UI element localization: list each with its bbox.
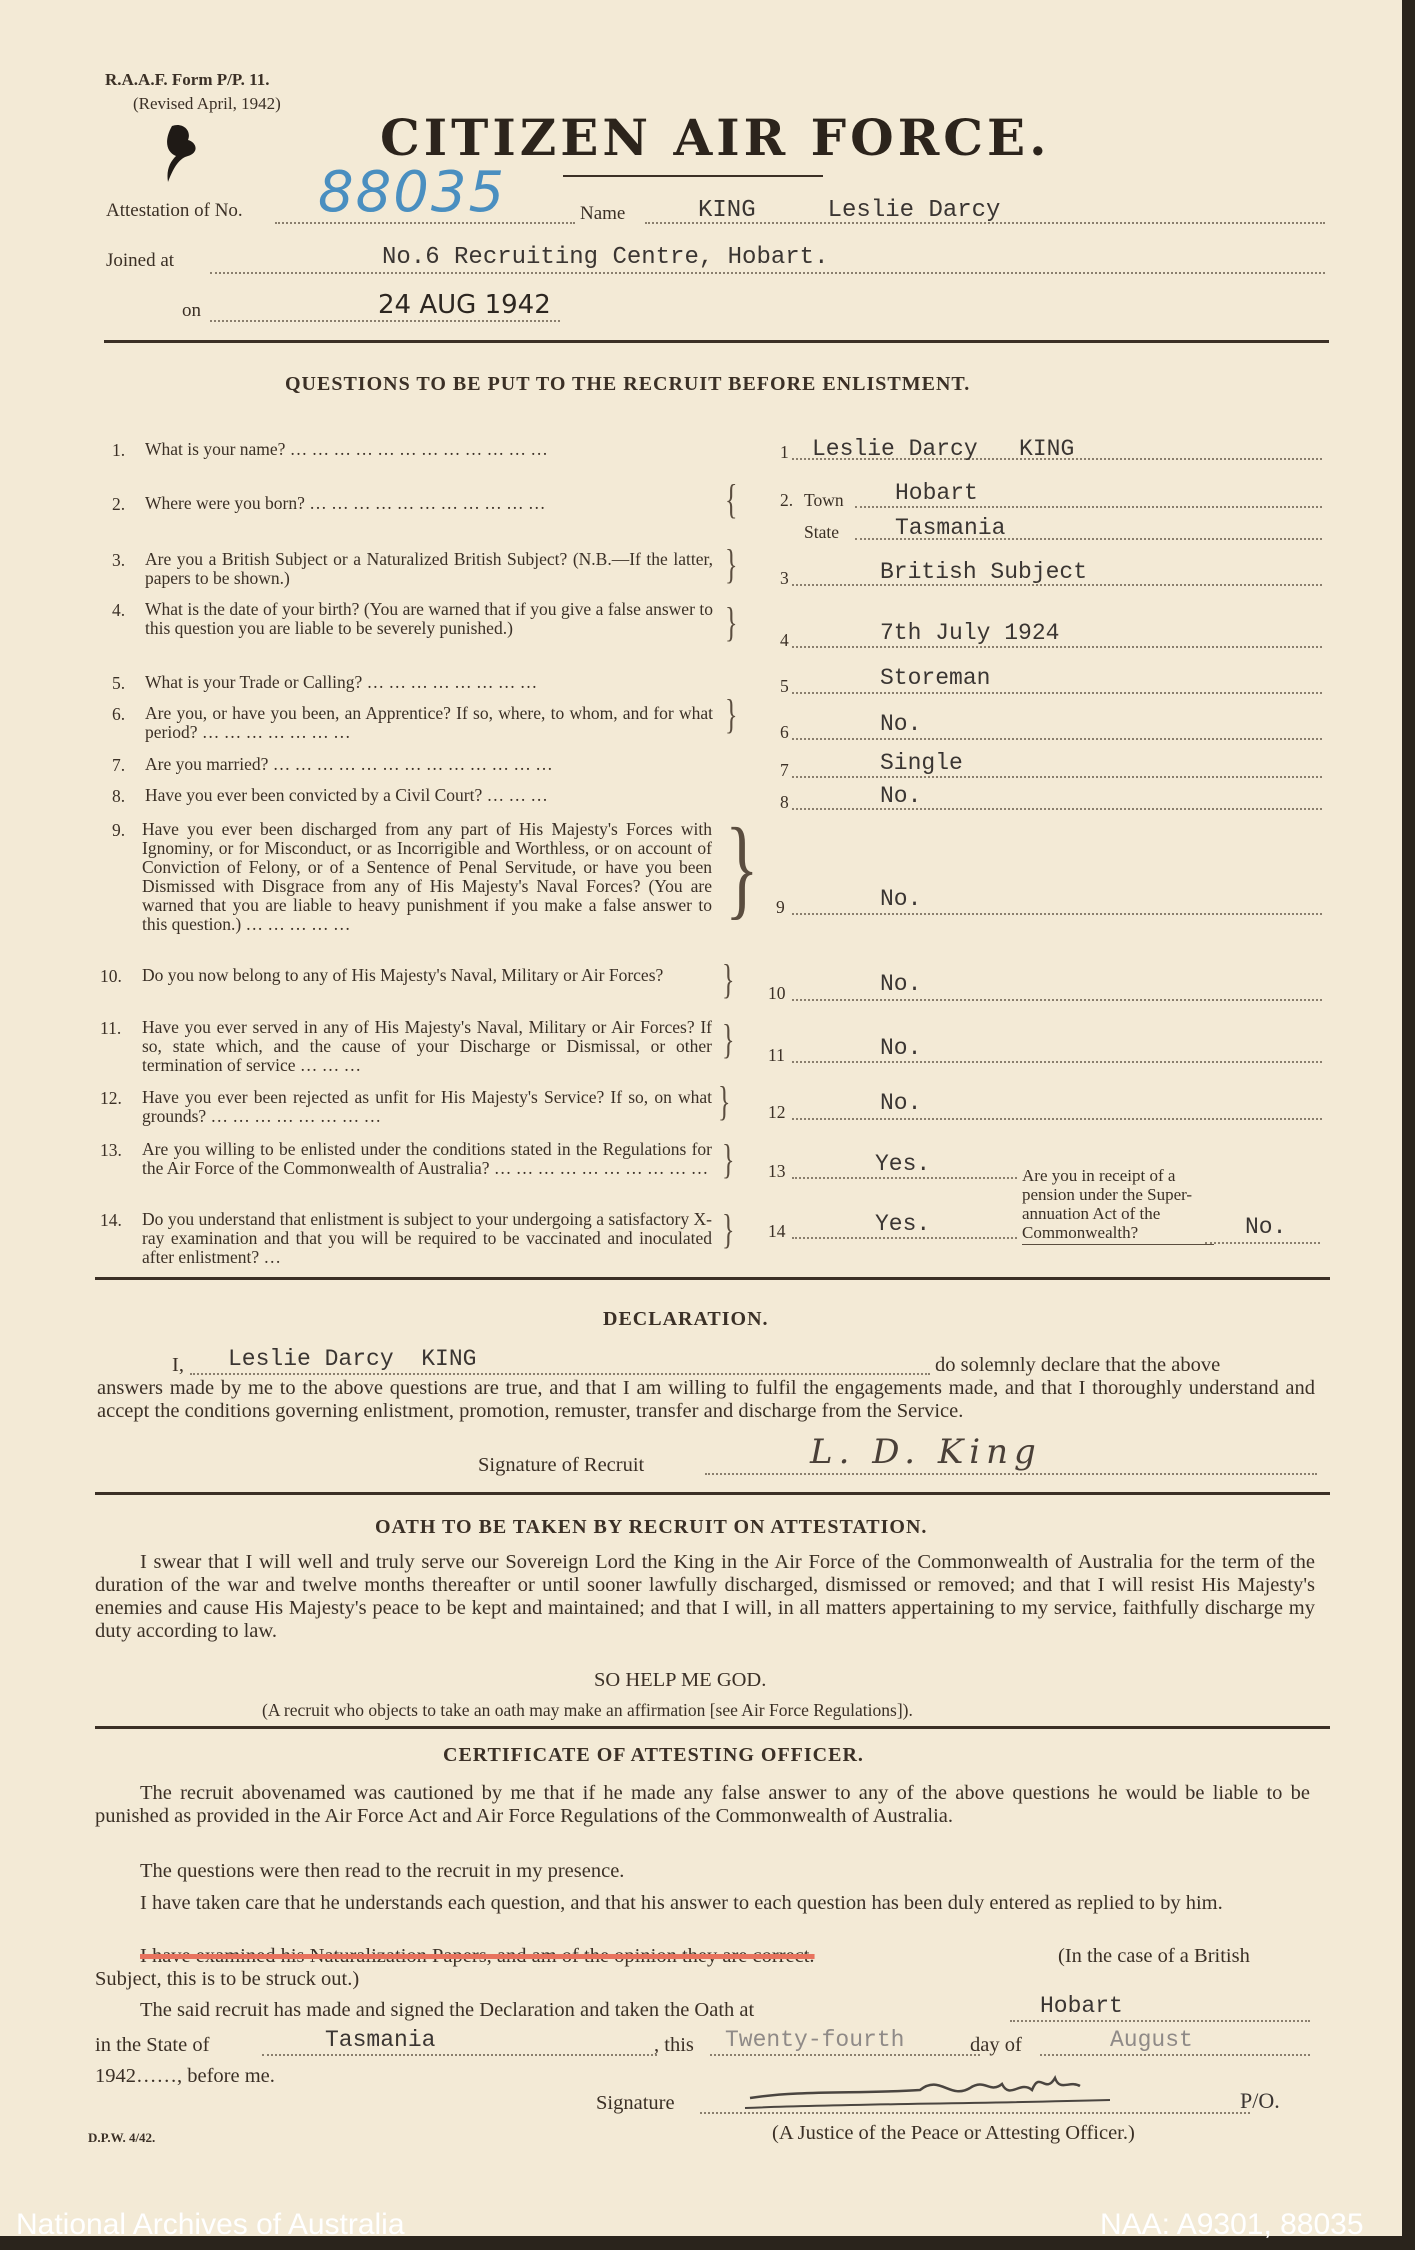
divider <box>104 340 1329 343</box>
year-prefix: 19 <box>95 2065 116 2087</box>
on-label: on <box>182 300 201 321</box>
question-text: Have you ever been discharged from any part of His Majesty's Forces with Ignominy, or for Misconduct, or as Incorrigible and Worthless, or on account of Conviction of Felony, or of a Sentence of Penal Servitude, or have you been Dismissed with Disgrace from any of His Majesty's Naval Forces? (You are warned that you are liable to heavy punishment if you make a false answer to this question.) … … … … … <box>142 819 712 934</box>
divider <box>95 1492 1330 1495</box>
recruit-signature: L. D. King <box>810 1432 1042 1472</box>
question-text: Where were you born? … … … … … … … … … … … <box>145 494 546 513</box>
answer-value: Leslie Darcy KING <box>812 436 1075 462</box>
question-text: Have you ever been rejected as unfit for His Majesty's Service? If so, on what grounds? … … … … … … … … <box>142 1087 712 1126</box>
before-me: ……, before me. <box>136 2065 275 2087</box>
pension-question: Are you in receipt of a pension under the Super-annuation Act of the Commonwealth? <box>1022 1166 1193 1242</box>
name-label: Name <box>580 203 626 224</box>
form-page: R.A.A.F. Form P/P. 11. (Revised April, 1942) CITIZEN AIR FORCE. Attestation of No. 88035 Name KING Leslie Darcy Joined at No.6 Recruiting Centre, Hobart. on 24 AUG 1942 QUESTIONS TO BE PUT TO THE RECRUIT BEFORE ENLISTMENT. 1. What is your name? … … … … … … … … … … … … 1 Leslie Darcy KING 2. Where were you born? … … … … … … … … … … … { 2. Town Hobart State Tasmania 3. Are you a British Subject or a Naturalized British Subject? (N.B.—If the latter, papers to be shown.) } 3 British Subject 4. What is the date of your birth? (You are warned that if you give a false answer to this question you are liable to be severely punished.) } 4 7th July 1924 5. What is your Trade or Calling? … … … … … … … … 5 Storeman 6. Are you, or have you been, an Apprentice? If so, where, to whom, and for what period? … … … … … … … } 6 No. 7. Are you married? … … … … … … … … … … … … … 7 Single 8. Have you ever been convicted by a Civil Court? … … … 8 No. 9. Have you ever been discharged from any part of His Majesty's Forces with Ignominy, or for Misconduct, or as Incorrigible and Worthless, or on account of Conviction of Felony, or of a Sentence of Penal Servitude, or have you been Dismissed with Disgrace from any of His Majesty's Naval Forces? (You are warned that you are liable to heavy punishment if you make a false answer to this question.) … … … … … } 9 No. 10. Do you now belong to any of His Majesty's Naval, Military or Air Forces? } 10 No. 11. Have you ever served in any of His Majesty's Naval, Military or Air Forces? If so, state which, and the cause of your Discharge or Dismissal, or other termination of service … … … } 11 No. 12. Have you ever been rejected as unfit for His Majesty's Service? If so, on what grounds? … … … … … … … … } 12 No. 13. Are you willing to be enlisted under the conditions stated in the Regulations for the Air Force of the Commonwealth of Australia? … … … … … … … … … … } 13 Yes. 14. Do you understand that enlistment is subject to your undergoing a satisfactory X-ray examination and that you will be required to be vaccinated and inoculated after enlistment? … } 14 Yes. Are you in receipt of a pension under the Super-annuation Act of the Commonwealth? No. DECLARATION. I, Leslie Darcy KING do solemnly declare that the above answers made by me to the above questions are true, and that I am willing to fulfil the engagements made, and that I thoroughly understand and accept the conditions governing enlistment, promotion, remuster, transfer and discharge from the Service. Signature of Recruit L. D. King OATH TO BE TAKEN BY RECRUIT ON ATTESTATION. I swear that I will well and truly serve our Sovereign Lord the King in the Air Force of the Commonwealth of Australia for the term of the duration of the war and twelve months thereafter or until sooner lawfully discharged, dismissed or removed; and that I will resist His Majesty's enemies and cause His Majesty's peace to be kept and maintained; and that I will, in all matters appertaining to my service, faithfully discharge my duty according to law. SO HELP ME GOD. (A recruit who objects to take an oath may make an affirmation [see Air Force Regulations]). CERTIFICATE OF ATTESTING OFFICER. The recruit abovenamed was cautioned by me that if he made any false answer to any of the above questions he would be liable to be punished as provided in the Air Force Act and Air Force Regulations of the Commonwealth of Australia. The questions were then read to the recruit in my presence. I have taken care that he understands each question, and that his answer to each question has been duly entered as replied to by him. I have examined his Naturalization Papers, and am of the opinion they are correct. (In the case of a British Subject, this is to be struck out.) The said recruit has made and signed the Declaration and taken the Oath at Hobart in the State of Tasmania , this Twenty-fourth day of August 1942……, before me. Signature P/O. (A Justice of the Peace or Attesting Officer.) D.P.W. 4/42. <box>0 0 1402 2236</box>
form-title: CITIZEN AIR FORCE. <box>380 108 1051 167</box>
question-number: 11. <box>100 1018 122 1038</box>
naturalization-struck-text: I have examined his Naturalization Papers, and am of the opinion they are correct. <box>140 1945 815 1967</box>
answer-value: No. <box>880 971 922 997</box>
questions-heading: QUESTIONS TO BE PUT TO THE RECRUIT BEFORE ENLISTMENT. <box>285 373 971 395</box>
answer-value: No. <box>880 783 922 809</box>
answer-value: No. <box>880 1035 922 1061</box>
state-label: State <box>804 522 839 542</box>
question-text: Are you willing to be enlisted under the conditions stated in the Regulations for the Air Force of the Commonwealth of Australia? … … … … … … … … … … <box>142 1139 712 1178</box>
question-text: Are you a British Subject or a Naturalized British Subject? (N.B.—If the latter, papers to be shown.) <box>145 549 713 588</box>
answer-value: No. <box>880 711 922 737</box>
question-text: Do you understand that enlistment is subject to your undergoing a satisfactory X-ray examination and that you will be required to be vaccinated and inoculated after enlistment? … <box>142 1209 712 1267</box>
declaration-i: I, <box>172 1354 184 1376</box>
question-number: 5. <box>112 673 126 693</box>
certificate-p3: I have taken care that he understands each question, and that his answer to each question has been duly entered as replied to by him. <box>140 1892 1223 1914</box>
town-label: Town <box>804 490 844 510</box>
ink-blot-icon <box>158 122 198 186</box>
question-number: 1. <box>112 440 126 460</box>
question-number: 14. <box>100 1210 122 1230</box>
oath-note: (A recruit who objects to take an oath may make an affirmation [see Air Force Regulations]). <box>262 1700 913 1720</box>
archive-name: National Archives of Australia <box>16 2208 405 2241</box>
certificate-p5: The said recruit has made and signed the Declaration and taken the Oath at <box>140 1999 755 2021</box>
officer-rank: P/O. <box>1240 2088 1280 2113</box>
divider <box>95 1726 1330 1729</box>
officer-caption: (A Justice of the Peace or Attesting Officer.) <box>772 2122 1135 2144</box>
certificate-heading: CERTIFICATE OF ATTESTING OFFICER. <box>443 1744 864 1766</box>
title-underline <box>563 175 823 177</box>
state-of-label: in the State of <box>95 2034 210 2056</box>
certificate-p4-note-b: Subject, this is to be struck out.) <box>95 1968 360 1990</box>
answer-value: Single <box>880 750 963 776</box>
question-number: 7. <box>112 755 126 775</box>
question-text: What is the date of your birth? (You are warned that if you give a false answer to this question you are liable to be severely punished.) <box>145 599 713 638</box>
declaration-heading: DECLARATION. <box>603 1308 769 1330</box>
question-text: Have you ever been convicted by a Civil Court? … … … <box>145 786 548 805</box>
question-number: 13. <box>100 1140 122 1160</box>
certificate-p1: The recruit abovenamed was cautioned by me that if he made any false answer to any of the above questions he would be liable to be punished as provided in the Air Force Act and Air Force Regulations of the Commonwealth of Australia. <box>95 1782 1310 1827</box>
declarant-name: Leslie Darcy KING <box>228 1346 477 1372</box>
oath-state: Tasmania <box>325 2027 436 2053</box>
revised-date: (Revised April, 1942) <box>133 94 281 113</box>
answer-value: No. <box>880 1090 922 1116</box>
question-text: What is your name? … … … … … … … … … … … … <box>145 440 548 459</box>
answer-value: Yes. <box>875 1211 931 1237</box>
question-number: 6. <box>112 704 126 724</box>
year-value: 42 <box>115 2065 136 2087</box>
answer-town: Hobart <box>895 480 978 506</box>
answer-state: Tasmania <box>895 515 1006 541</box>
divider <box>95 1277 1330 1280</box>
question-text: Are you married? … … … … … … … … … … … … … <box>145 755 553 774</box>
question-number: 8. <box>112 786 126 806</box>
question-number: 12. <box>100 1088 122 1108</box>
question-number: 4. <box>112 600 126 620</box>
dpw-code: D.P.W. 4/42. <box>88 2130 156 2145</box>
oath-god: SO HELP ME GOD. <box>594 1669 767 1691</box>
joined-place: No.6 Recruiting Centre, Hobart. <box>382 244 829 271</box>
certificate-p4-note-a: (In the case of a British <box>1058 1945 1250 1967</box>
answer-value: No. <box>880 886 922 912</box>
joined-label: Joined at <box>106 250 175 271</box>
archive-reference: NAA: A9301, 88035 <box>1100 2208 1364 2241</box>
form-id: R.A.A.F. Form P/P. 11. <box>105 70 270 89</box>
officer-signature-label: Signature <box>596 2092 675 2114</box>
recruit-name: KING Leslie Darcy <box>698 197 1001 224</box>
question-text: Do you now belong to any of His Majesty's Naval, Military or Air Forces? <box>142 965 664 985</box>
question-text: What is your Trade or Calling? … … … … … … … … <box>145 673 538 692</box>
question-number: 2. <box>112 494 126 514</box>
attestation-label: Attestation of No. <box>106 200 243 221</box>
this-label: , this <box>654 2034 694 2056</box>
certificate-p4-struck <box>140 1945 815 1968</box>
oath-place: Hobart <box>1040 1993 1123 2019</box>
day-of-label: day of <box>970 2034 1022 2056</box>
oath-month: August <box>1110 2027 1193 2053</box>
year-line <box>95 2065 275 2088</box>
question-text: Are you, or have you been, an Apprentice? If so, where, to whom, and for what period? … … … … … … … <box>145 703 713 742</box>
attestation-number: 88035 <box>318 160 507 225</box>
recruit-signature-label: Signature of Recruit <box>478 1454 645 1476</box>
declaration-text: do solemnly declare that the above <box>935 1354 1221 1376</box>
question-text: Have you ever served in any of His Majesty's Naval, Military or Air Forces? If so, state which, and the cause of your Discharge or Dismissal, or other termination of service … … … <box>142 1017 712 1075</box>
joined-date-stamp: 24 AUG 1942 <box>378 290 551 320</box>
ink-mark <box>158 122 194 184</box>
declaration-body: answers made by me to the above questions are true, and that I am willing to fulfil the engagements made, and that I thoroughly understand and accept the conditions governing enlistment, promotion, remuster, transfer and discharge from the Service. <box>97 1377 1315 1422</box>
oath-day: Twenty-fourth <box>725 2027 905 2053</box>
answer-value: British Subject <box>880 559 1088 585</box>
pension-strike-line <box>1022 1244 1214 1245</box>
answer-value: 7th July 1924 <box>880 620 1060 646</box>
answer-value: Storeman <box>880 665 991 691</box>
question-number: 10. <box>100 966 122 986</box>
answer-value: Yes. <box>875 1151 931 1177</box>
question-number: 9. <box>112 820 126 840</box>
question-number: 3. <box>112 550 126 570</box>
oath-heading: OATH TO BE TAKEN BY RECRUIT ON ATTESTATION. <box>375 1516 928 1538</box>
certificate-p2: The questions were then read to the recruit in my presence. <box>140 1860 625 1882</box>
oath-body: I swear that I will well and truly serve our Sovereign Lord the King in the Air Force of the Commonwealth of Australia for the term of the duration of the war and twelve months thereafter or until sooner lawfully discharged, dismissed or removed; and that I will resist His Majesty's enemies and cause His Majesty's peace to be kept and maintained; and that I will, in all matters appertaining to my service, faithfully discharge my duty according to law. <box>95 1551 1315 1642</box>
pension-answer: No. <box>1245 1214 1287 1240</box>
officer-signature-icon <box>740 2060 1120 2120</box>
